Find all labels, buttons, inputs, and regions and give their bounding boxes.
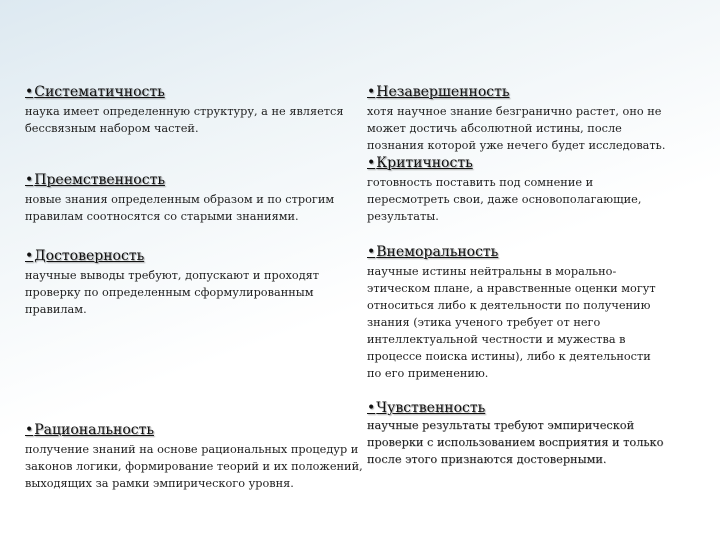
description-line: законов логики, формирование теорий и их положений, xyxy=(25,460,363,473)
description-line: бессвязным набором частей. xyxy=(25,122,199,135)
heading-text: Систематичность xyxy=(34,84,165,100)
item-heading xyxy=(367,84,702,101)
description-line: наука имеет определенную структуру, а не является xyxy=(25,105,344,118)
item-description xyxy=(367,263,702,382)
description-line: проверки с использованием восприятия и только xyxy=(367,436,664,449)
item-heading xyxy=(367,155,702,172)
description-line: хотя научное знание безгранично растет, оно не xyxy=(367,105,662,118)
item-description xyxy=(367,417,702,468)
heading-text: Чувственность xyxy=(376,400,486,416)
heading-text: Внеморальность xyxy=(376,244,499,260)
description-line: получение знаний на основе рациональных процедур и xyxy=(25,443,359,456)
item-incompleteness xyxy=(367,84,702,154)
bullet-icon: • xyxy=(367,400,376,416)
description-line: проверку по определенным сформулированным xyxy=(25,286,314,299)
description-line: готовность поставить под сомнение и xyxy=(367,176,594,189)
bullet-icon: • xyxy=(25,172,34,188)
description-line: новые знания определенным образом и по строгим xyxy=(25,193,335,206)
item-description xyxy=(367,174,702,225)
bullet-icon: • xyxy=(367,155,376,171)
description-line: пересмотреть свои, даже основополагающие, xyxy=(367,193,642,206)
bullet-icon: • xyxy=(25,248,34,264)
description-line: познания которой уже нечего будет исследовать. xyxy=(367,139,666,152)
description-line: знания (этика ученого требует от него xyxy=(367,316,601,329)
item-heading xyxy=(25,84,360,101)
bullet-icon: • xyxy=(25,422,34,438)
description-line: результаты. xyxy=(367,210,439,223)
description-line: интеллектуальной честности и мужества в xyxy=(367,333,626,346)
heading-text: Достоверность xyxy=(34,248,145,264)
item-description xyxy=(25,267,360,318)
item-heading xyxy=(25,422,365,439)
description-line: научные истины нейтральны в морально- xyxy=(367,265,617,278)
bullet-icon: • xyxy=(25,84,34,100)
description-line: правилам. xyxy=(25,303,87,316)
item-rationality xyxy=(25,422,365,492)
item-description xyxy=(25,441,365,492)
item-reliability xyxy=(25,248,360,318)
description-line: после этого признаются достоверными. xyxy=(367,453,607,466)
item-description xyxy=(367,103,702,154)
heading-text: Критичность xyxy=(376,155,473,171)
bullet-icon: • xyxy=(367,84,376,100)
description-line: правилам соотносятся со старыми знаниями. xyxy=(25,210,299,223)
description-line: может достичь абсолютной истины, после xyxy=(367,122,622,135)
item-continuity xyxy=(25,172,360,225)
description-line: научные результаты требуют эмпирической xyxy=(367,419,635,432)
item-systematicity xyxy=(25,84,360,137)
heading-text: Преемственность xyxy=(34,172,165,188)
description-line: по его применению. xyxy=(367,367,489,380)
item-criticality xyxy=(367,155,702,225)
item-heading xyxy=(25,248,360,265)
heading-text: Незавершенность xyxy=(376,84,510,100)
heading-text: Рациональность xyxy=(34,422,154,438)
item-description xyxy=(25,191,360,225)
item-description xyxy=(25,103,360,137)
item-heading xyxy=(367,400,702,417)
item-heading xyxy=(25,172,360,189)
description-line: выходящих за рамки эмпирического уровня. xyxy=(25,477,294,490)
description-line: этическом плане, а нравственные оценки могут xyxy=(367,282,656,295)
description-line: относиться либо к деятельности по получению xyxy=(367,299,651,312)
bullet-icon: • xyxy=(367,244,376,260)
item-sensuality xyxy=(367,400,702,468)
description-line: процессе поиска истины), либо к деятельности xyxy=(367,350,651,363)
item-amorality xyxy=(367,244,702,382)
description-line: научные выводы требуют, допускают и проходят xyxy=(25,269,320,282)
item-heading xyxy=(367,244,702,261)
